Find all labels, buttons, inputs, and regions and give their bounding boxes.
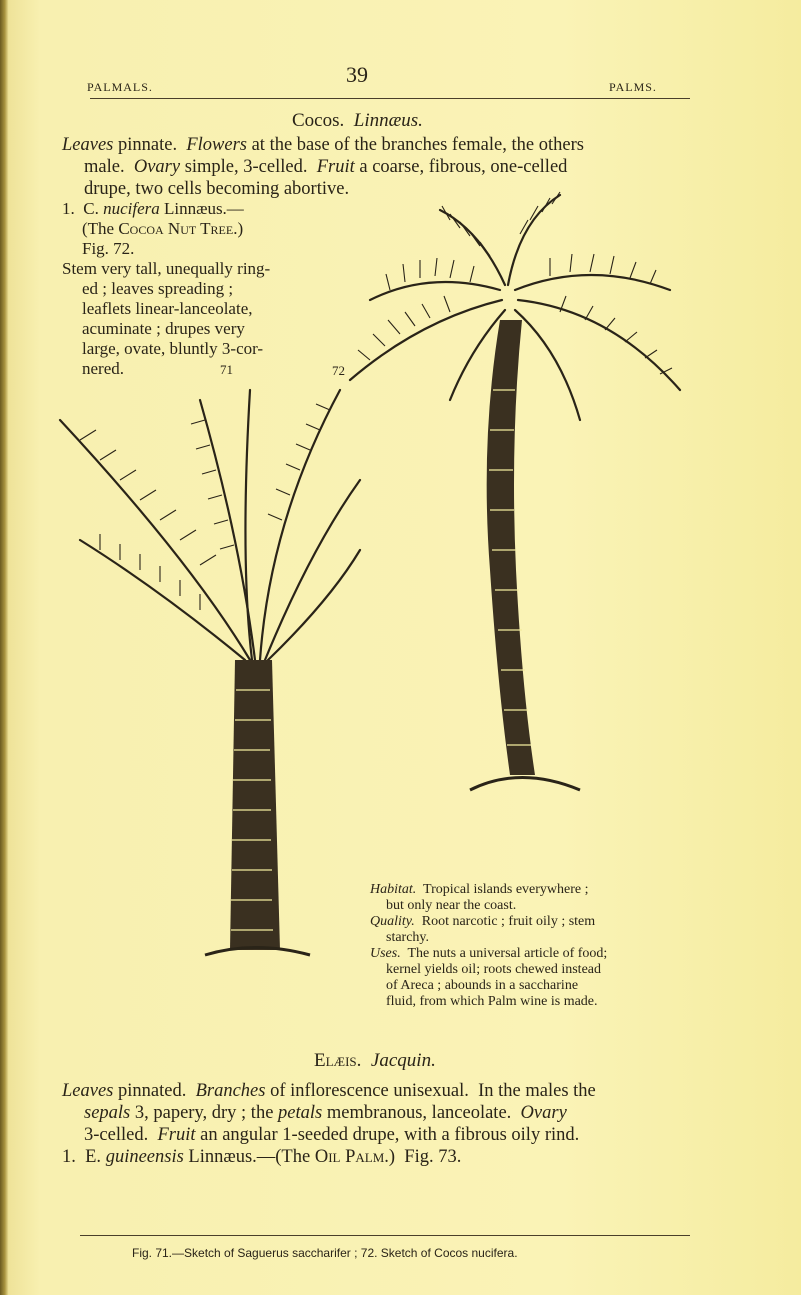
text-line — [370, 898, 607, 914]
text-run: drupe, two cells becoming abortive. — [84, 179, 350, 199]
italic-term: Leaves — [62, 1081, 114, 1101]
text-run: leaflets linear-lanceolate, — [82, 299, 253, 318]
text-run: (The — [82, 219, 119, 238]
figure-caption: Fig. 71.—Sketch of Saguerus saccharifer ; 72. Sketch of Cocos nucifera. — [132, 1246, 518, 1260]
fig71-saguerus-illustration — [40, 360, 370, 960]
text-run: at the base of the branches female, the others — [246, 135, 584, 155]
running-head-left: PALMALS. — [87, 80, 153, 94]
italic-term: Habitat. — [370, 882, 417, 897]
text-line — [62, 134, 584, 156]
text-run: 3-celled. — [84, 1125, 158, 1145]
text-line — [62, 1080, 596, 1102]
text-run: Linnæus.— — [159, 199, 244, 218]
italic-term: Branches — [195, 1081, 266, 1101]
text-line — [62, 1102, 596, 1124]
text-line — [370, 930, 607, 946]
text-line — [62, 219, 270, 239]
italic-term: nucifera — [103, 199, 160, 218]
text-run: Tropical islands everywhere ; — [416, 882, 589, 897]
text-line — [62, 339, 270, 359]
italic-term: guineensis — [105, 1147, 184, 1167]
frond — [370, 282, 500, 300]
text-run: 1. C. — [62, 199, 104, 218]
text-line — [62, 199, 270, 219]
text-line — [62, 1124, 596, 1146]
footer-rule — [80, 1235, 690, 1236]
italic-term: Uses. — [370, 946, 401, 961]
header-rule — [90, 98, 690, 99]
text-run: 1. E. — [62, 1147, 106, 1167]
fig71-label: 71 — [220, 362, 233, 377]
cocos-nucifera-entry — [62, 199, 270, 379]
cocos-habitat-block — [370, 882, 607, 1010]
text-run: pinnate. — [113, 135, 187, 155]
italic-term: Quality. — [370, 914, 415, 929]
italic-term: Ovary — [520, 1103, 567, 1123]
frond — [268, 550, 360, 660]
text-line — [370, 914, 607, 930]
palm-trunk — [230, 660, 280, 950]
text-line — [62, 279, 270, 299]
frond — [260, 390, 340, 660]
frond — [60, 420, 250, 660]
frond — [515, 310, 580, 420]
frond — [508, 195, 560, 285]
text-line — [62, 1146, 596, 1168]
text-line — [370, 994, 607, 1010]
text-run: ) — [237, 219, 244, 238]
text-run: a coarse, fibrous, one-celled — [354, 157, 568, 177]
frond — [518, 300, 680, 390]
palm-base — [205, 948, 310, 956]
cocos-heading — [292, 110, 423, 132]
italic-term: sepals — [84, 1103, 131, 1123]
text-run: simple, 3-celled. — [180, 157, 317, 177]
text-line — [62, 319, 270, 339]
text-run: ) Fig. 73. — [388, 1147, 462, 1167]
text-line — [370, 882, 607, 898]
text-run: kernel yields oil; roots chewed instead — [386, 962, 601, 977]
italic-term: Fruit — [157, 1125, 196, 1145]
cocos-genus: Cocos. — [292, 110, 345, 131]
italic-term: Flowers — [186, 135, 247, 155]
text-run: 3, papery, dry ; the — [130, 1103, 279, 1123]
small-caps-term: Oil Palm. — [314, 1147, 389, 1167]
text-line — [62, 156, 584, 178]
text-run: large, ovate, bluntly 3-cor- — [82, 339, 264, 358]
fig72-cocos-nucifera-illustration — [330, 190, 710, 830]
text-run: Root narcotic ; fruit oily ; stem — [414, 914, 596, 929]
text-line — [62, 239, 270, 259]
text-run: of Areca ; abounds in a saccharine — [386, 978, 579, 993]
text-run: pinnated. — [113, 1081, 196, 1101]
palm-base — [470, 778, 580, 791]
text-line — [370, 962, 607, 978]
text-run: of inflorescence unisexual. In the males the — [265, 1081, 596, 1101]
text-line — [62, 259, 270, 279]
small-caps-term: Cocoa Nut Tree. — [118, 219, 238, 238]
elaeis-genus: Elæis. — [314, 1050, 362, 1071]
frond — [515, 275, 670, 290]
page-edge-shadow — [0, 0, 8, 1295]
text-line — [370, 978, 607, 994]
text-line — [370, 946, 607, 962]
elaeis-heading — [314, 1050, 436, 1072]
palm-trunk — [487, 320, 535, 775]
text-run: nered. — [82, 359, 125, 378]
italic-term: petals — [278, 1103, 323, 1123]
text-run: acuminate ; drupes very — [82, 319, 245, 338]
text-run: but only near the coast. — [386, 898, 517, 913]
elaeis-description — [62, 1080, 596, 1168]
italic-term: Ovary — [133, 157, 181, 177]
cocos-author: Linnæus. — [353, 110, 423, 131]
elaeis-author: Jacquin. — [370, 1050, 436, 1071]
page-number: 39 — [346, 62, 368, 87]
text-line — [62, 299, 270, 319]
frond — [80, 540, 245, 660]
frond — [245, 390, 252, 660]
text-run: starchy. — [386, 930, 430, 945]
text-run: male. — [84, 157, 134, 177]
text-run: Stem very tall, unequally ring- — [62, 259, 271, 278]
text-run: membranous, lanceolate. — [322, 1103, 521, 1123]
text-run: Linnæus.—(The — [183, 1147, 315, 1167]
text-run: an angular 1-seeded drupe, with a fibrous oily rind. — [195, 1125, 580, 1145]
text-run: fluid, from which Palm wine is made. — [386, 994, 598, 1009]
running-head-right: PALMS. — [609, 80, 657, 94]
text-run: The nuts a universal article of food; — [400, 946, 608, 961]
italic-term: Fruit — [316, 157, 355, 177]
fig72-label: 72 — [332, 363, 345, 378]
italic-term: Leaves — [62, 135, 114, 155]
text-run: Fig. 72. — [82, 239, 135, 258]
text-run: ed ; leaves spreading ; — [82, 279, 234, 298]
